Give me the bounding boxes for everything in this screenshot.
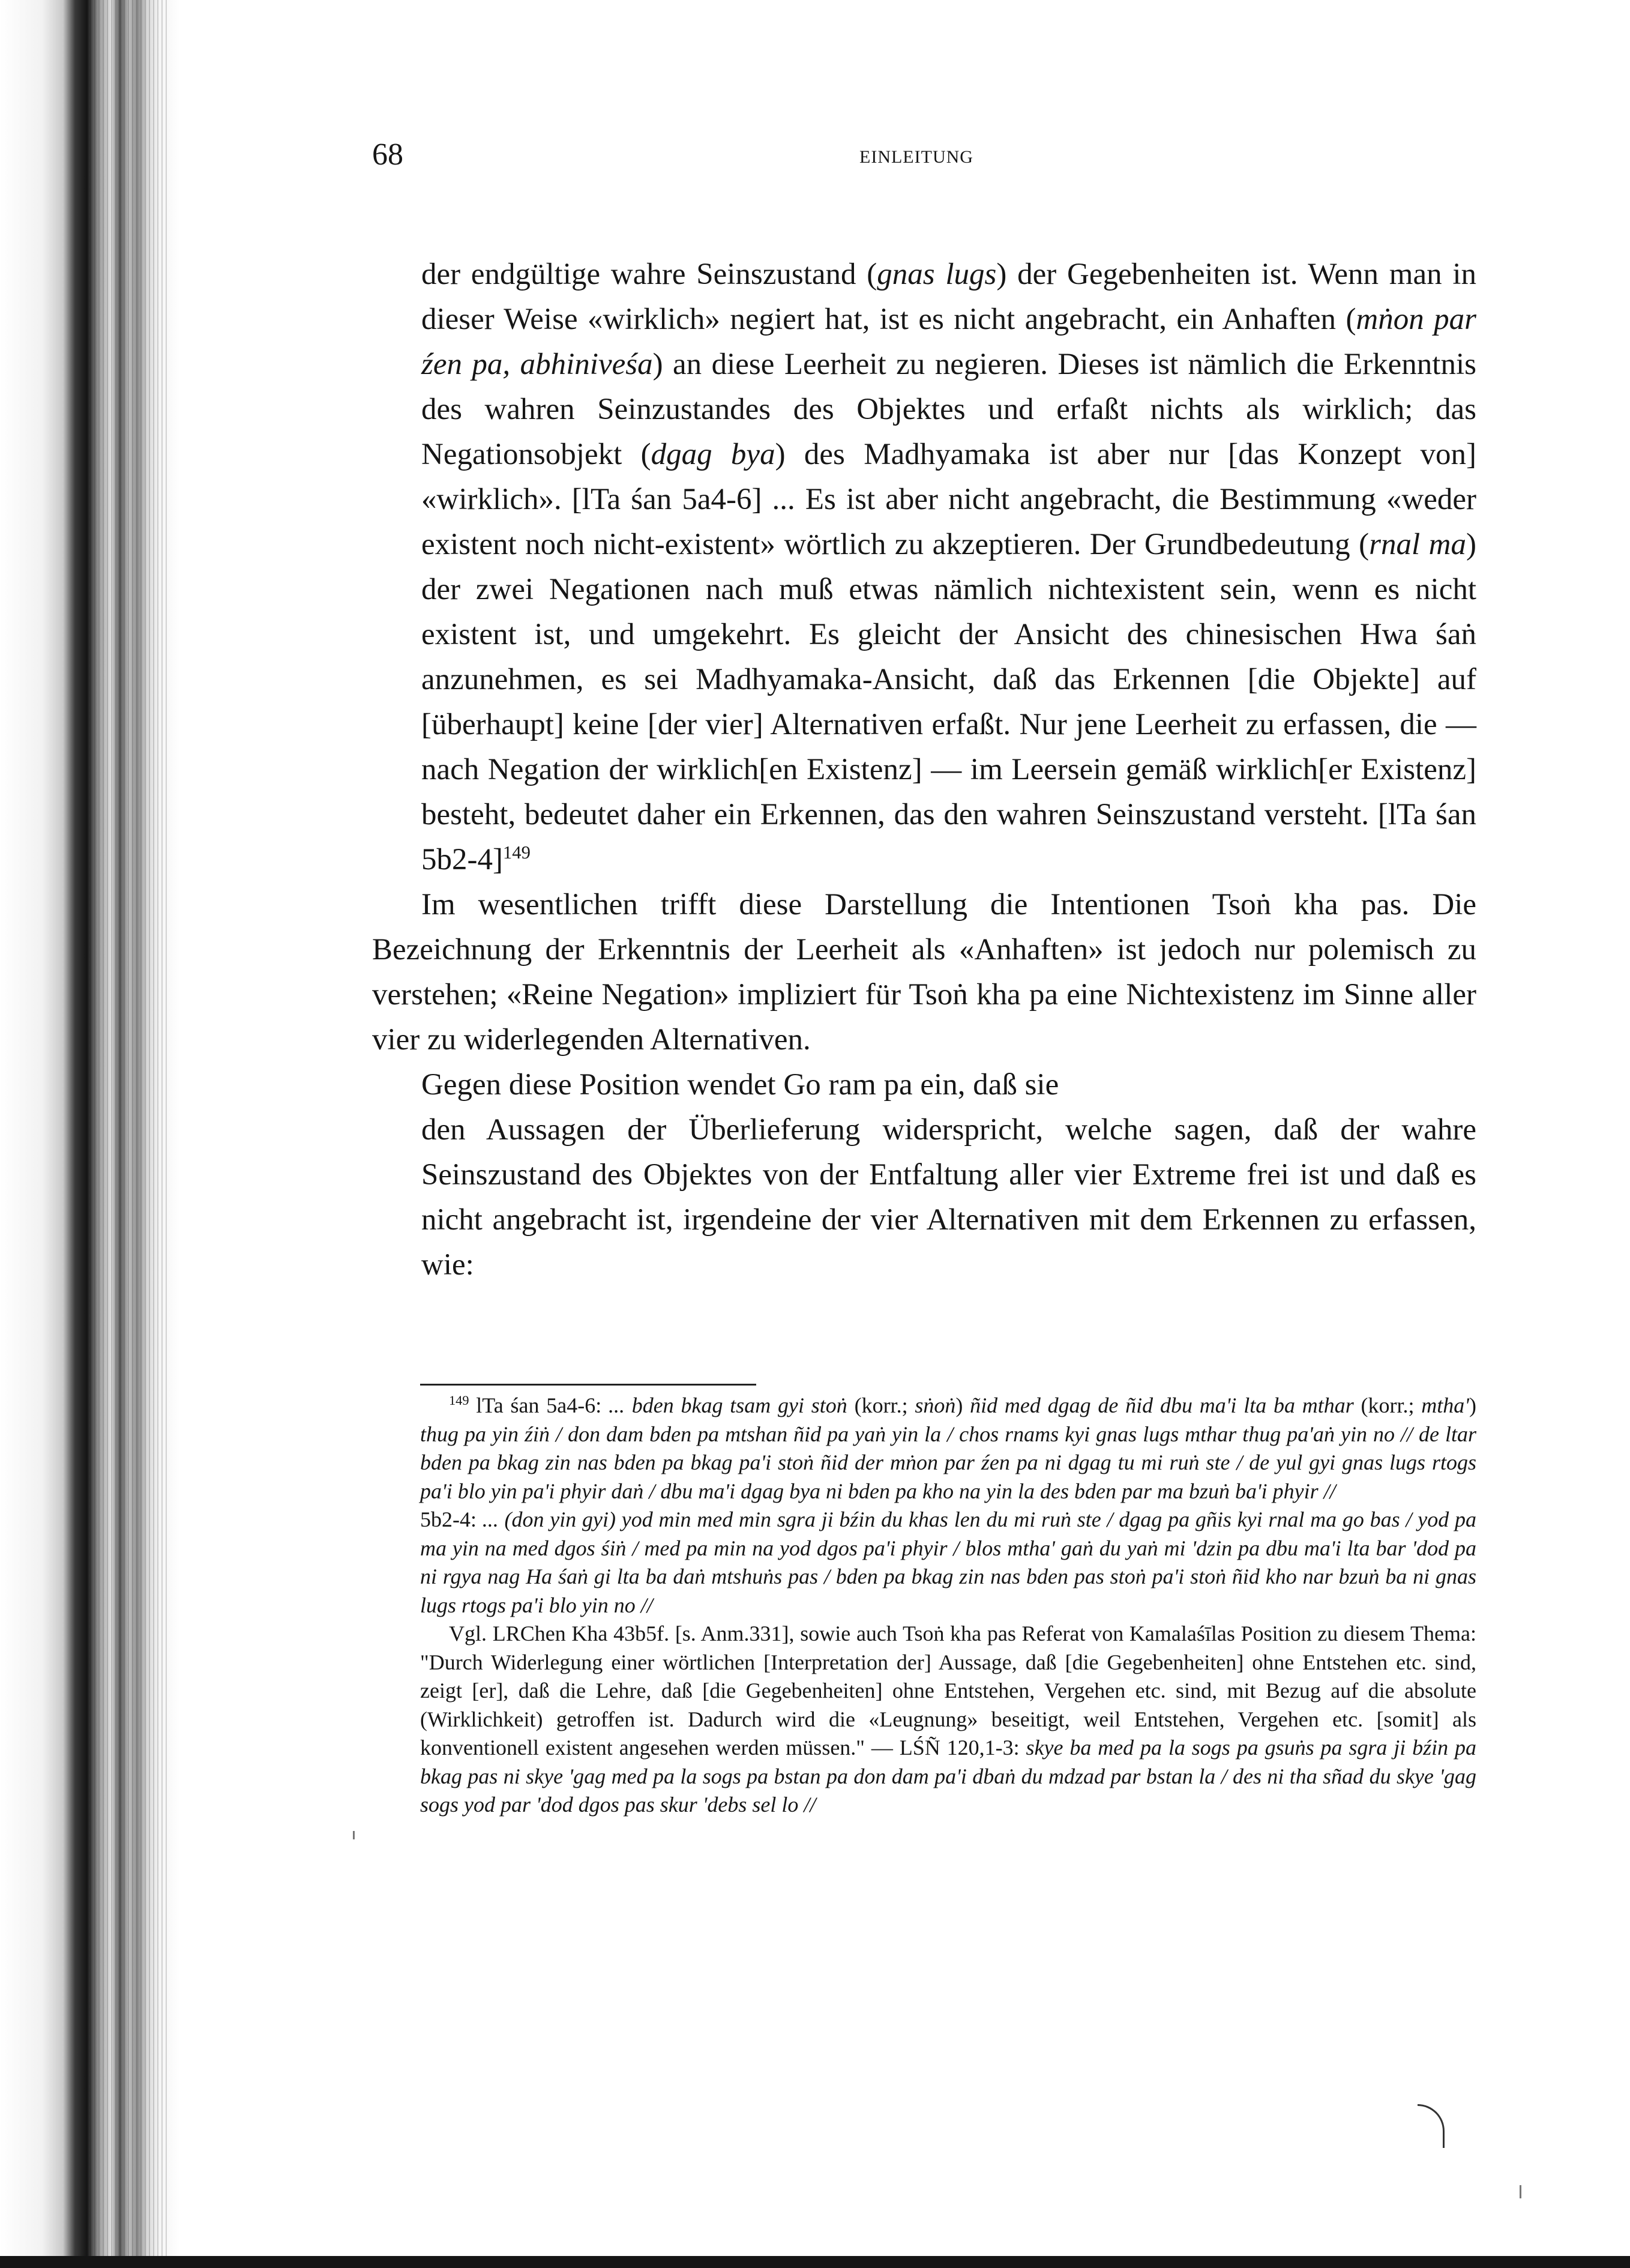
text-run: (korr.; — [1353, 1393, 1422, 1417]
text-run: (korr.; — [847, 1393, 915, 1417]
text-run: ) an diese Leerheit zu negieren. Dieses ist nämlich die Erkenntnis des wahren Seinzustandes des Objektes und erfaßt nichts als wirklich; das Negationsobjekt ( — [421, 348, 1476, 471]
tibetan-term: mṅon par źen pa, abhiniveśa — [421, 303, 1476, 381]
text-run: ) der Gegebenheiten ist. Wenn man in dieser Weise «wirklich» negiert hat, ist es nicht angebracht, ein Anhaften ( — [421, 258, 1476, 336]
scan-speck — [1520, 2185, 1521, 2198]
tibetan-text: ñid med dgag de ñid dbu ma'i lta ba mthar — [970, 1393, 1354, 1417]
text-run: ) — [955, 1393, 970, 1417]
text-run: Vgl. LRChen Kha 43b5f. [s. Anm.331], sowie auch Tsoṅ kha pas Referat von Kamalaśīlas Position zu diesem Thema: "Durch Widerlegung einer wörtlichen [Interpretation der] Aussage, daß [die Gegebenheiten] ohne Entstehen etc. sind, zeigt [er], daß die Lehre, daß [die Gegebenheiten] ohne Entstehen, Vergehen etc. sind, mit Bezug auf die absolute (Wirklichkeit) getroffen ist. Dadurch wird die «Leugnung» beseitigt, weil Entstehen, Vergehen etc. [somit] als konventionell existent angesehen werden müssen." — LŚÑ 120,1-3: — [420, 1621, 1476, 1760]
scan-speck — [353, 1831, 355, 1839]
footnotes — [420, 1392, 1476, 1820]
tibetan-text: mtha' — [1421, 1393, 1469, 1417]
page-number: 68 — [372, 137, 403, 172]
tibetan-text: ... bden bkag tsam gyi stoṅ — [608, 1393, 847, 1417]
tibetan-text: ... (don yin gyi) yod min med min sgra ji bźin du khas len du mi ruṅ ste / dgag pa gñis kyi rnal ma go bas / yod pa ma yin na med dgos śiṅ / med pa min na yod dgos pa'i phyir / blos mtha' gaṅ du yaṅ mi 'dzin pa dbu ma'i lta bar 'dod pa ni rgya nag Ha śaṅ gi lta ba daṅ mtshuṅs pas / bden pa bkag zin nas bden pas stoṅ pa'i stoṅ ñid kho nar bzuṅ ba ni gnas lugs rtogs pa'i blo yin no // — [420, 1507, 1476, 1617]
footnote-ref-149[interactable]: 149 — [502, 842, 531, 863]
tibetan-term: rnal ma — [1369, 528, 1467, 561]
footnote-separator — [420, 1384, 756, 1386]
body-paragraph-3: Gegen diese Position wendet Go ram pa ein, daß sie — [421, 1068, 1059, 1102]
quote-paragraph-1 — [421, 252, 1476, 882]
text-run: 5b2-4: — [420, 1507, 483, 1531]
text-run: ) — [1469, 1393, 1476, 1417]
margin-pencil-mark — [1418, 2104, 1445, 2148]
footnote-number: 149 — [449, 1393, 469, 1408]
footnote-149-part-b — [420, 1506, 1476, 1620]
main-text — [372, 252, 1476, 1288]
body-paragraph-2: Im wesentlichen trifft diese Darstellung die Intentionen Tsoṅ kha pas. Die Bezeichnung der Erkenntnis der Leerheit als «Anhaften» ist jedoch nur polemisch zu verstehen; «Reine Negation» impliziert für Tsoṅ kha pa eine Nichtexistenz im Sinne aller vier zu widerlegenden Alternativen. — [372, 888, 1476, 1057]
tibetan-text: skye ba med pa la sogs pa gsuṅs pa sgra ji bźin pa bkag pas ni skye 'gag med pa la sogs pa bstan pa don dam pa'i dbaṅ du mdzad par bstan la / des ni tha sñad du skye 'gag sogs yod par 'dod dgos pas skur 'debs sel lo // — [420, 1736, 1476, 1817]
text-run: ) des Madhyamaka ist aber nur [das Konzept von] «wirklich». [lTa śan 5a4-6] ... Es ist aber nicht angebracht, die Bestimmung «weder existent noch nicht-existent» wörtlich zu akzeptieren. Der Grundbedeutung ( — [421, 438, 1476, 561]
running-head: EINLEITUNG — [859, 147, 973, 167]
book-spine-texture — [90, 0, 168, 2268]
tibetan-text: thug pa yin źiṅ / don dam bden pa mtshan ñid pa yaṅ yin la / chos rnams kyi gnas lugs mthar thug pa'aṅ yin no // de ltar bden pa bkag zin nas bden pa bkag pa'i stoṅ ñid der mṅon par źen pa ni dgag tu mi ruṅ ste / de yul gyi gnas lugs rtogs pa'i blo yin pa'i phyir daṅ / dbu ma'i dgag bya ni bden pa kho na yin la des bden par ma bzuṅ ba'i phyir // — [420, 1422, 1476, 1503]
text-run: ) der zwei Negationen nach muß etwas nämlich nichtexistent sein, wenn es nicht existent ist, und umgekehrt. Es gleicht der Ansicht des chinesischen Hwa śaṅ anzunehmen, es sei Madhyamaka-Ansicht, daß das Erkennen [die Objekte] auf [überhaupt] keine [der vier] Alternativen erfaßt. Nur jene Leerheit zu erfassen, die — nach Negation der wirklich[en Existenz] — im Leersein gemäß wirklich[er Existenz] besteht, bedeutet daher ein Erkennen, das den wahren Seinszustand versteht. [lTa śan 5b2-4] — [421, 528, 1476, 876]
text-run: der endgültige wahre Seinszustand ( — [421, 258, 877, 291]
tibetan-text: sṅoṅ — [915, 1393, 956, 1417]
scan-bottom-edge — [0, 2256, 1630, 2268]
footnote-149-part-a — [420, 1392, 1476, 1506]
text-run: lTa śan 5a4-6: — [476, 1393, 609, 1417]
page-header — [372, 137, 1092, 179]
footnote-149-part-c — [420, 1620, 1476, 1820]
tibetan-term: gnas lugs — [877, 258, 997, 291]
tibetan-term: dgag bya — [651, 438, 775, 471]
quote-paragraph-4: den Aussagen der Überlieferung widerspricht, welche sagen, daß der wahre Seinszustand des Objektes von der Entfaltung aller vier Extreme frei ist und daß es nicht angebracht ist, irgendeine der vier Alternativen mit dem Erkennen zu erfassen, wie: — [421, 1113, 1476, 1282]
